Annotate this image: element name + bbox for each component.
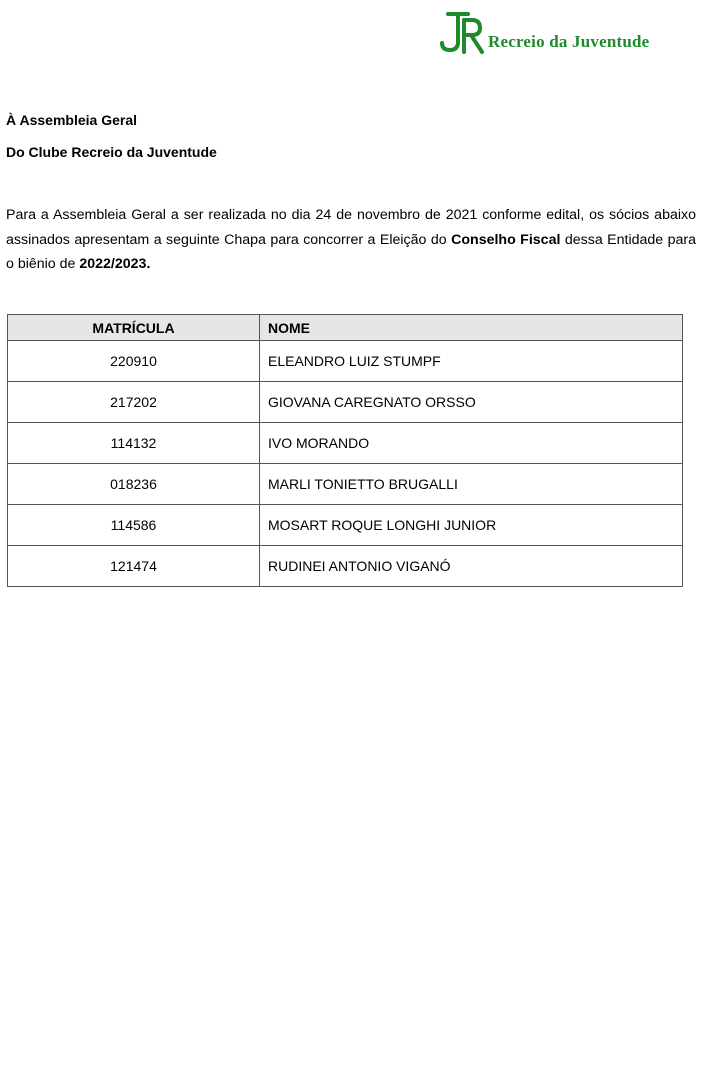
cell-nome: ELEANDRO LUIZ STUMPF: [260, 341, 683, 382]
body-bold-period: 2022/2023.: [79, 256, 151, 272]
cell-matricula: 114132: [8, 423, 260, 464]
cell-nome: MARLI TONIETTO BRUGALLI: [260, 464, 683, 505]
cell-matricula: 114586: [8, 505, 260, 546]
logo-text: Recreio da Juventude: [488, 32, 650, 51]
body-text-2: dessa Entidade para o biênio de: [6, 231, 697, 272]
body-bold-council: Conselho Fiscal: [451, 231, 561, 248]
cell-nome: RUDINEI ANTONIO VIGANÓ: [260, 546, 683, 587]
cell-nome: IVO MORANDO: [260, 423, 683, 464]
table-row: [8, 546, 683, 587]
cell-matricula: 217202: [8, 382, 260, 423]
table-header-row: [8, 315, 683, 341]
table-row: [8, 341, 683, 382]
cell-matricula: 220910: [8, 341, 260, 382]
club-logo: [438, 8, 649, 54]
table-row: [8, 464, 683, 505]
column-header-matricula: MATRÍCULA: [8, 315, 260, 341]
column-header-nome: NOME: [260, 315, 683, 341]
candidates-table: [7, 314, 683, 587]
addressee-line-1: À Assembleia Geral: [6, 112, 137, 128]
addressee-line-2: Do Clube Recreio da Juventude: [6, 144, 217, 160]
cell-matricula: 121474: [8, 546, 260, 587]
cell-nome: MOSART ROQUE LONGHI JUNIOR: [260, 505, 683, 546]
cell-nome: GIOVANA CAREGNATO ORSSO: [260, 382, 683, 423]
body-paragraph: [6, 203, 696, 277]
table-row: [8, 382, 683, 423]
table-row: [8, 505, 683, 546]
body-text-1: Para a Assembleia Geral a ser realizada no dia 24 de novembro de 2021 conforme edital, os sócios abaixo assinados apresentam a seguinte Chapa para concorrer a Eleição do: [6, 207, 696, 248]
jr-monogram-icon: [438, 8, 484, 54]
table-row: [8, 423, 683, 464]
cell-matricula: 018236: [8, 464, 260, 505]
